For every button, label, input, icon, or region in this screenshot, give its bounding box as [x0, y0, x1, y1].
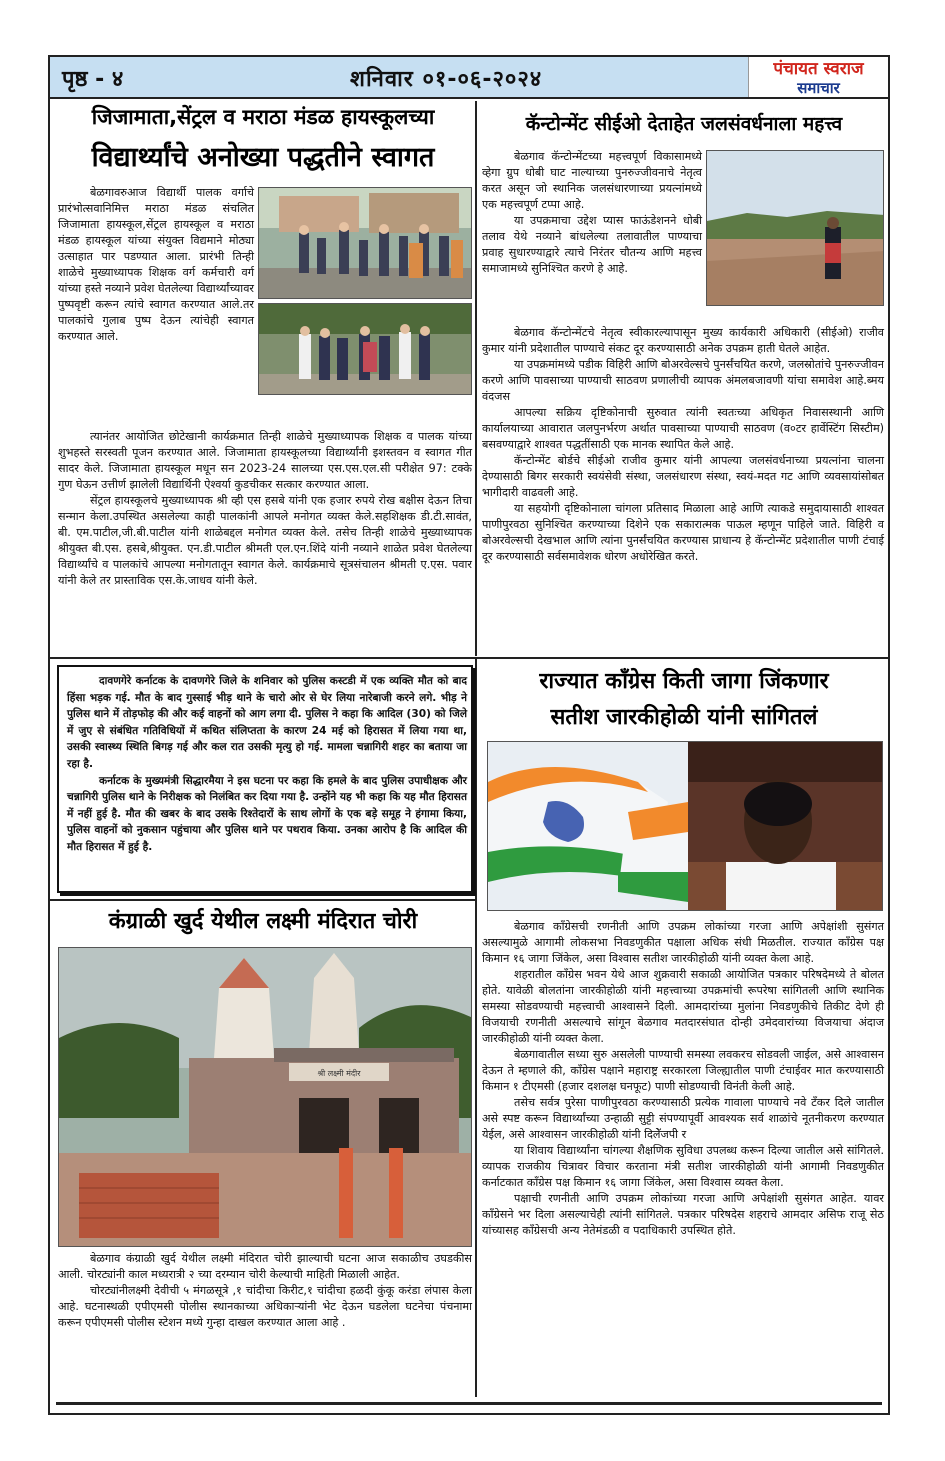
- school-photo-2: [258, 303, 472, 395]
- hindi-news-body: [67, 673, 467, 856]
- cantonment-body-rest: [482, 325, 884, 565]
- school-photo-2-image: [259, 304, 472, 395]
- brand-subname: समाचार: [797, 79, 840, 97]
- cantonment-headline: कॅन्टोन्मेंट सीईओ देताहेत जलसंवर्धनाला महत्त्व: [525, 113, 843, 135]
- brand-logo: [748, 57, 888, 97]
- school-para-3: सेंट्रल हायस्कूलचे मुख्याध्यापक श्री व्ही एस हसबे यांनी एक हजार रुपये रोख बक्षीस देऊन तिचा सन्मान केला.उपस्थित असलेल्या काही पालकांनी आपले मनोगत व्यक्त केले.सहशिक्षक डी.टी.सावंत, बी. एम.पाटील,जी.बी.पाटील यांनी शाळेबद्दल मनोगत व्यक्त केले. तसेच तिन्ही शाळेचे मुख्याध्यापक श्रीयुक्त बी.एस. हसबे,श्रीयुक्त. एन.डी.पाटील श्रीमती एल.एन.शिंदे यांनी नव्याने शाळेत प्रवेश घेतलेल्या विद्यार्थ्यांचे व पालकांचे आपल्या मनोगतातून स्वागत केले. कार्यक्रमाचे सूत्रसंचालन श्रीमती ए.एस. पवार यांनी केले तर प्रास्ताविक एस.के.जाधव यांनी केले.: [58, 494, 472, 587]
- cantonment-body-intro: [482, 149, 702, 277]
- school-para-2: त्यानंतर आयोजित छोटेखानी कार्यक्रमात तिन्ही शाळेचे मुख्याध्यापक शिक्षक व पालक यांच्या शुभहस्ते सरस्वती पूजन करण्यात आले. जिजामाता हायस्कूलच्या विद्यार्थ्यांनी इशस्तवन व स्वागत गीत सादर केले. जिजामाता हायस्कूल मधून सन 2023-24 सालच्या एस.एस.एल.सी परीक्षेत 97: टक्के गुण घेऊन उत्तीर्ण झालेली विद्यार्थिनी ऐश्वर्या कुडचीकर सत्कार करण्यात आला.: [58, 430, 472, 491]
- cantonment-para-1: बेळगाव कॅन्टोन्मेंटच्या महत्त्वपूर्ण विकासामध्ये व्हेगा ग्रुप धोबी घाट नाल्याच्या पुनरुज्जीवनाचे नेतृत्व करत असून जो स्थानिक जलसंधारणाच्या प्रयत्नांमध्ये एक महत्त्वपूर्ण टप्पा आहे.: [482, 150, 702, 211]
- congress-para-6: पक्षाची रणनीती आणि उपक्रम लोकांच्या गरजा आणि अपेक्षांशी सुसंगत आहेत. यावर कॉंग्रेसने भर दिला असल्याचेही त्यांनी सांगितले. पत्रकार परिषदेस शहराचे आमदार असिफ राजू सेठ यांच्यासह कॉंग्रेसची अन्य नेतेमंडळी व पदाधिकारी उपस्थित होते.: [482, 1192, 884, 1237]
- cantonment-para-7: या सहयोगी दृष्टिकोनाला चांगला प्रतिसाद मिळाला आहे आणि त्याकडे समुदायासाठी शाश्वत पाणीपुरवठा सुनिश्चित करण्याच्या दिशेने एक सकारात्मक पाऊल म्हणून पाहिले जाते. विहिरी व बोअरवेल्सची देखभाल आणि त्यांना पुनर्संचयित करण्यास प्राधान्य हे कॅन्टोन्मेंट प्रदेशातील पाणी टंचाई दूर करण्यासाठी सर्वसमावेशक धोरण अधोरेखित करते.: [482, 502, 884, 563]
- school-photo-1-image: [259, 188, 472, 299]
- congress-para-3: बेळगावातील सध्या सुरु असलेली पाण्याची समस्या लवकरच सोडवली जाईल, असे आश्वासन देऊन ते म्हणाले की, कॉंग्रेस पक्षाने महाराष्ट्र सरकारला जिल्ह्यातील पाणी टंचाईवर मात करण्यासाठी किमान १ टीएमसी (हजार दशलक्ष घनफूट) पाणी सोडण्याची विनंती केली आहे.: [482, 1048, 884, 1093]
- cantonment-para-6: कॅन्टोन्मेंट बोर्डचे सीईओ राजीव कुमार यांनी आपल्या जलसंवर्धनाच्या प्रयत्नांना चालना देण्यासाठी बिगर सरकारी स्वयंसेवी संस्था, जलसंधारण संस्था, स्वयं-मदत गट आणि व्यवसायांसोबत भागीदारी वाढवली आहे.: [482, 454, 884, 499]
- section-divider: [50, 657, 888, 659]
- page-number: पृष्ठ - ४: [62, 67, 124, 92]
- congress-photo-image: [488, 742, 883, 911]
- cantonment-para-4: या उपक्रमांमध्ये पडीक विहिरी आणि बोअरवेल्सचे पुनर्संचयित करणे, जलस्रोतांचे पुनरुज्जीवन करणे आणि पावसाच्या पाण्याची साठवण प्रणालीची व्यापक अंमलबजावणी यांचा समावेश आहे.ब्मय वंदजस: [482, 358, 884, 403]
- bottom-rule: [56, 1402, 882, 1405]
- brand-name: पंचायत स्वराज: [773, 59, 864, 79]
- congress-headline-line2: सतीश जारकीहोळी यांनी सांगितलं: [550, 705, 818, 730]
- hindi-news-box: [57, 665, 473, 893]
- cantonment-para-5: आपल्या सक्रिय दृष्टिकोनाची सुरुवात त्यांनी स्वतःच्या अधिकृत निवासस्थानी आणि कार्यालयाच्या आवारात जलपुनर्भरण अर्थात पावसाच्या पाण्याची साठवण (व०टर हार्वेस्टिंग सिस्टीम) बसवण्याद्वारे शाश्वत पद्धतींसाठी एक मानक स्थापित केले आहे.: [482, 406, 884, 451]
- cantonment-photo-image: [707, 151, 884, 306]
- temple-board-text: श्री लक्ष्मी मंदीर: [317, 1069, 361, 1078]
- congress-headline-line1: राज्यात कॉंग्रेस किती जागा जिंकणार: [539, 669, 829, 694]
- cantonment-para-2: या उपक्रमाचा उद्देश प्यास फाऊंडेशनने धोबी तलाव येथे नव्याने बांधलेल्या तलावातील पाण्याचा प्रवाह सुधारण्याद्वारे त्याचे निरंतर चौतन्य आणि महत्त्व समाजामध्ये सुनिश्चित करणे हे आहे.: [482, 214, 702, 275]
- column-divider: [475, 657, 477, 1397]
- congress-body: [482, 919, 884, 1239]
- issue-date: शनिवार ०१-०६-२०२४: [350, 67, 543, 92]
- congress-para-1: बेळगाव कॉंग्रेसची रणनीती आणि उपक्रम लोकांच्या गरजा आणि अपेक्षांशी सुसंगत असल्यामुळे आगामी लोकसभा निवडणुकीत पक्षाला अधिक संधी मिळतील. राज्यात कॉंग्रेस पक्ष किमान १६ जागा जिंकेल, असा विश्वास सतीश जारकीहोळी यांनी व्यक्त केला आहे.: [482, 920, 884, 965]
- congress-para-2: शहरातील कॉंग्रेस भवन येथे आज शुक्रवारी सकाळी आयोजित पत्रकार परिषदेमध्ये ते बोलत होते. यावेळी बोलतांना जारकीहोळी यांनी महत्त्वाच्या उपक्रमांची रूपरेषा सांगितली आणि स्थानिक समस्या सोडवण्याची महत्त्वाची आश्वासने दिली. आमदारांच्या मुलांना निवडणुकीचे तिकीट देणे ही विजयाची रणनीती असल्याचे सांगून बेळगाव मतदारसंघात दोन्ही उमेदवारांच्या विजयाचा अंदाज जारकीहोळी यांनी व्यक्त केला.: [482, 968, 884, 1045]
- congress-para-5: या शिवाय विद्यार्थ्यांना चांगल्या शैक्षणिक सुविधा उपलब्ध करून दिल्या जातील असे सांगितले. व्यापक राजकीय चित्रावर विचार करताना मंत्री सतीश जारकीहोळी यांनी आगामी निवडणुकीत कर्नाटकात कॉंग्रेस पक्ष किमान १६ जागा जिंकेल, असा विश्वास व्यक्त केला.: [482, 1144, 884, 1189]
- temple-body: [58, 1251, 472, 1331]
- hindi-para-2: कर्नाटक के मुख्यमंत्री सिद्धारमैया ने इस घटना पर कहा कि हमले के बाद पुलिस उपाधीक्षक और चन्नागिरी पुलिस थाने के निरीक्षक को निलंबित कर दिया गया है. उन्होंने यह भी कहा कि यह मौत हिरासत में नहीं हुई है. मौत की खबर के बाद उसके रिश्तेदारों के साथ लोगों के एक बड़े समूह ने हंगामा किया, पुलिस वाहनों को नुकसान पहुंचाया और पुलिस थाने पर पथराव किया. उनका आरोप है कि आदिल की मौत हिरासत में हुई है.: [67, 774, 467, 853]
- school-body-intro: [58, 185, 254, 345]
- masthead: [50, 57, 888, 99]
- temple-photo: [58, 947, 472, 1247]
- school-body-rest: [58, 429, 472, 589]
- cantonment-photo: [706, 150, 884, 306]
- section-divider: [50, 899, 476, 901]
- temple-photo-image: [59, 948, 472, 1247]
- congress-para-4: तसेच सर्वत्र पुरेसा पाणीपुरवठा करण्यासाठी प्रत्येक गावाला पाण्याचे नवे टँकर दिले जातील असे स्पष्ट करून विद्यार्थ्यांच्या उन्हाळी सुट्टी संपण्यापूर्वी आवश्यक सर्व शाळांचे नूतनीकरण करण्यात येईल, असे आश्वासन जारकीहोळी यांनी दिलेॅजपीे र: [482, 1096, 884, 1141]
- column-divider: [475, 101, 477, 656]
- newspaper-page: [48, 55, 890, 1415]
- cantonment-para-3: बेळगाव कॅन्टोन्मेंटचे नेतृत्व स्वीकारल्यापासून मुख्य कार्यकारी अधिकारी (सीईओ) राजीव कुमार यांनी प्रदेशातील पाण्याचे संकट दूर करण्यासाठी अनेक उपक्रम हाती घेतले आहेत.: [482, 326, 884, 355]
- school-photo-1: [258, 187, 472, 299]
- school-headline-line1: जिजामाता,सेंट्रल व मराठा मंडळ हायस्कूलच्या: [91, 105, 435, 129]
- temple-para-2: चोरट्यांनीलक्ष्मी देवीची ५ मंगळसूत्रे ,१ चांदीचा किरीट,१ चांदीचा हळदी कुंकू करंडा लंपास केला आहे. घटनास्थळी एपीएमसी पोलीस स्थानकाच्या अधिकाऱ्यांनी भेट देऊन घडलेला घटनेचा पंचनामा करून एपीएमसी पोलीस स्टेशन मध्ये गुन्हा दाखल करण्यात आला आहे .: [58, 1284, 472, 1329]
- hindi-para-1: दावणगेरे कर्नाटक के दावणगेरे जिले के शनिवार को पुलिस कस्टडी में एक व्यक्ति मौत को बाद हिंसा भड़क गई. मौत के बाद गुस्साई भीड़ थाने के चारो ओर से घेर लिया नारेबाजी करने लगे. भीड़ ने पुलिस थाने में तोड़फोड़ की और कई वाहनों को आग लगा दी. पुलिस ने कहा कि आदिल (30) को जिले में जुए से संबंधित गतिविधियों में कथित संलिप्तता के कारण 24 मई को हिरासत में लिया गया था, उसकी स्वास्थ्य स्थिति बिगड़ गई और कल रात उसकी मृत्यु हो गई. मामला चन्नागिरी शहर का बताया जा रहा है.: [67, 675, 467, 770]
- school-headline-line2: विद्यार्थ्यांचे अनोख्या पद्धतीने स्वागत: [91, 142, 435, 173]
- congress-photo: [487, 741, 883, 911]
- temple-headline: कंग्राळी खुर्द येथील लक्ष्मी मंदिरात चोरी: [108, 909, 418, 934]
- school-para-1: बेळगावरुआज विद्यार्थी पालक वर्गाचे प्रारंभोत्सवानिमित्त मराठा मंडळ संचलित जिजामाता हायस्कूल,सेंट्रल हायस्कूल व मराठा मंडळ हायस्कूल यांच्या संयुक्त विद्यमाने मोठ्या उत्साहात पार पडण्यात आला. प्रारंभी तिन्ही शाळेचे मुख्याध्यापक शिक्षक वर्ग कर्मचारी वर्ग यांच्या हस्ते नव्याने प्रवेश घेतलेल्या विद्यार्थ्यांच्यावर पुष्पवृष्टी करून त्यांचे स्वागत करण्यात आले.तर पालकांचे गुलाब पुष्प देऊन त्यांचेही स्वागत करण्यात आले.: [58, 186, 254, 343]
- temple-para-1: बेळगाव कंग्राळी खुर्द येथील लक्ष्मी मंदिरात चोरी झाल्याची घटना आज सकाळीच उघडकीस आली. चोरट्यांनी काल मध्यरात्री २ च्या दरम्यान चोरी केल्याची माहिती मिळाली आहेत.: [58, 1252, 472, 1281]
